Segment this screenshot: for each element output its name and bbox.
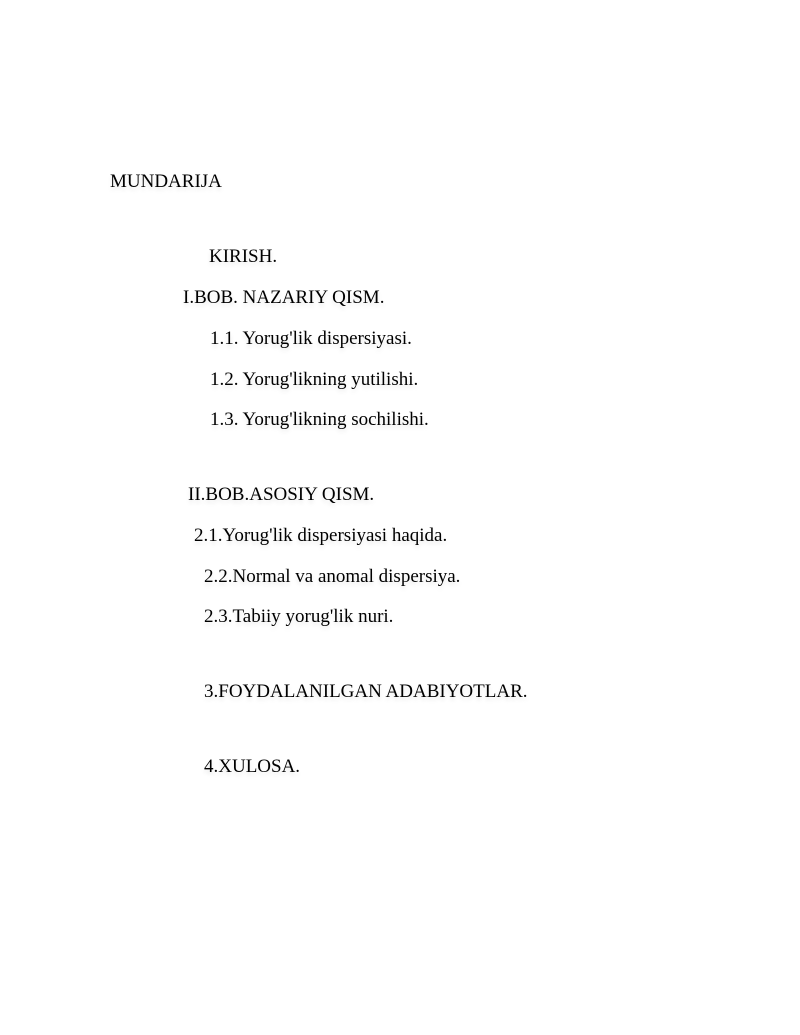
toc-entry-kirish: KIRISH. (209, 246, 278, 267)
toc-section-1-2: 1.2. Yorug'likning yutilishi. (210, 369, 419, 390)
toc-title: MUNDARIJA (110, 171, 222, 192)
toc-section-2-1: 2.1.Yorug'lik dispersiyasi haqida. (194, 525, 448, 546)
toc-chapter-1: I.BOB. NAZARIY QISM. (183, 287, 385, 308)
toc-section-1-1: 1.1. Yorug'lik dispersiyasi. (210, 328, 412, 349)
toc-entry-references: 3.FOYDALANILGAN ADABIYOTLAR. (204, 681, 528, 702)
toc-section-2-3: 2.3.Tabiiy yorug'lik nuri. (204, 606, 394, 627)
toc-chapter-2: II.BOB.ASOSIY QISM. (188, 484, 375, 505)
toc-section-1-3: 1.3. Yorug'likning sochilishi. (210, 409, 429, 430)
toc-entry-conclusion: 4.XULOSA. (204, 756, 301, 777)
toc-section-2-2: 2.2.Normal va anomal dispersiya. (204, 566, 461, 587)
